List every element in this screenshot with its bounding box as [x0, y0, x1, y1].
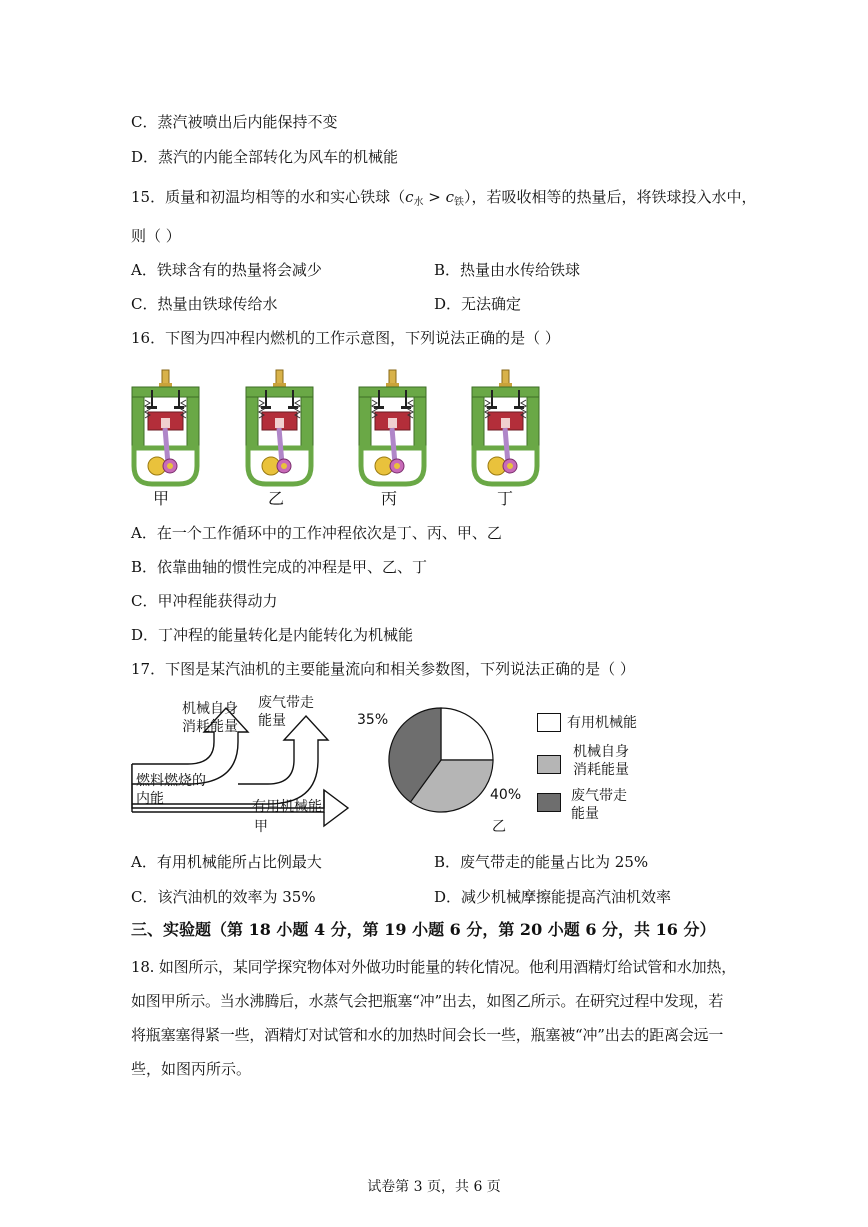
q17-option-b: B．废气带走的能量占比为 25% [434, 853, 649, 871]
q17-option-c: C．该汽油机的效率为 35% [131, 888, 316, 906]
engine-yi [246, 370, 313, 484]
q15-stem-cont: 则（ ） [131, 227, 181, 245]
c-water-subscript: 水 [413, 197, 424, 208]
q18-line2: 如图甲所示。当水沸腾后，水蒸气会把瓶塞“冲”出去，如图乙所示。在研究过程中发现，若 [131, 992, 724, 1010]
c-iron-subscript: 铁 [454, 197, 465, 208]
engine-bing [359, 370, 426, 484]
pie-slice-useful [441, 708, 493, 760]
page-footer: 试卷第 3 页，共 6 页 [367, 1179, 501, 1195]
q14-option-d: D．蒸汽的内能全部转化为风车的机械能 [131, 148, 399, 166]
q15-stem-start: 15．质量和初温均相等的水和实心铁球（ [131, 188, 406, 206]
q15-stem-end: ），若吸收相等的热量后，将铁球投入水中， [464, 188, 757, 206]
flow-useful-label: 有用机械能 [252, 799, 322, 815]
engine-label-yi: 乙 [268, 489, 285, 508]
q15-option-b: B．热量由水传给铁球 [434, 261, 581, 279]
engine-label-jia: 甲 [153, 489, 170, 508]
q15-stem [131, 187, 757, 213]
q17-stem: 17．下图是某汽油机的主要能量流向和相关参数图，下列说法正确的是（ ） [131, 660, 635, 678]
q16-option-d: D．丁冲程的能量转化是内能转化为机械能 [131, 626, 414, 644]
q16-option-a: A．在一个工作循环中的工作冲程依次是丁、丙、甲、乙 [131, 524, 502, 542]
engine-ding [472, 370, 539, 484]
engine-diagrams [0, 360, 868, 510]
legend-swatch-useful [537, 713, 561, 732]
flow-self-label [182, 700, 238, 736]
greater-than-sign: > [423, 188, 446, 206]
legend-label-self [573, 743, 629, 779]
q15-option-d: D．无法确定 [434, 295, 522, 313]
legend-swatch-self [537, 755, 561, 774]
legend-self-line2: 消耗能量 [573, 762, 629, 778]
pie-label-40: 40% [490, 787, 522, 803]
q18-line1: 18. 如图所示，某同学探究物体对外做功时能量的转化情况。他利用酒精灯给试管和水加热， [131, 958, 737, 976]
flow-fuel-line1: 燃料燃烧的 [136, 773, 206, 789]
legend-label-useful: 有用机械能 [567, 715, 637, 731]
engine-label-bing: 丙 [381, 489, 398, 508]
legend-swatch-exhaust [537, 793, 561, 812]
flow-exhaust-line2: 能量 [258, 713, 286, 729]
legend-exhaust-line1: 废气带走 [571, 788, 627, 804]
q15-option-c: C．热量由铁球传给水 [131, 295, 278, 313]
legend-exhaust-line2: 能量 [571, 806, 599, 822]
pie-label-35: 35% [357, 712, 389, 728]
flow-self-line1: 机械自身 [182, 701, 238, 717]
flow-caption: 甲 [254, 819, 268, 835]
flow-fuel-line2: 内能 [136, 791, 164, 807]
flow-fuel-label [136, 772, 206, 808]
pie-caption: 乙 [492, 819, 506, 835]
q14-option-c: C．蒸汽被喷出后内能保持不变 [131, 113, 338, 131]
flow-self-line2: 消耗能量 [182, 719, 238, 735]
legend-self-line1: 机械自身 [573, 744, 629, 760]
flow-exhaust-line1: 废气带走 [258, 695, 314, 711]
engine-label-ding: 丁 [497, 489, 514, 508]
c-iron-symbol: c [445, 188, 455, 206]
q18-line4: 些，如图丙所示。 [131, 1060, 252, 1078]
q16-option-b: B．依靠曲轴的惯性完成的冲程是甲、乙、丁 [131, 558, 428, 576]
q15-option-a: A．铁球含有的热量将会减少 [131, 261, 322, 279]
q17-option-a: A．有用机械能所占比例最大 [131, 853, 322, 871]
engine-jia [132, 370, 199, 484]
c-water-symbol: c [405, 188, 414, 206]
legend-label-exhaust [571, 787, 627, 823]
q16-stem: 16．下图为四冲程内燃机的工作示意图，下列说法正确的是（ ） [131, 329, 560, 347]
q16-option-c: C．甲冲程能获得动力 [131, 592, 278, 610]
q17-option-d: D．减少机械摩擦能提高汽油机效率 [434, 888, 672, 906]
section-heading: 三、实验题（第 18 小题 4 分，第 19 小题 6 分，第 20 小题 6 分，共 16 分） [131, 920, 716, 939]
q18-line3: 将瓶塞塞得紧一些，酒精灯对试管和水的加热时间会长一些，瓶塞被“冲”出去的距离会远一 [131, 1026, 724, 1044]
pie-chart [381, 700, 501, 820]
flow-exhaust-label [258, 694, 314, 730]
